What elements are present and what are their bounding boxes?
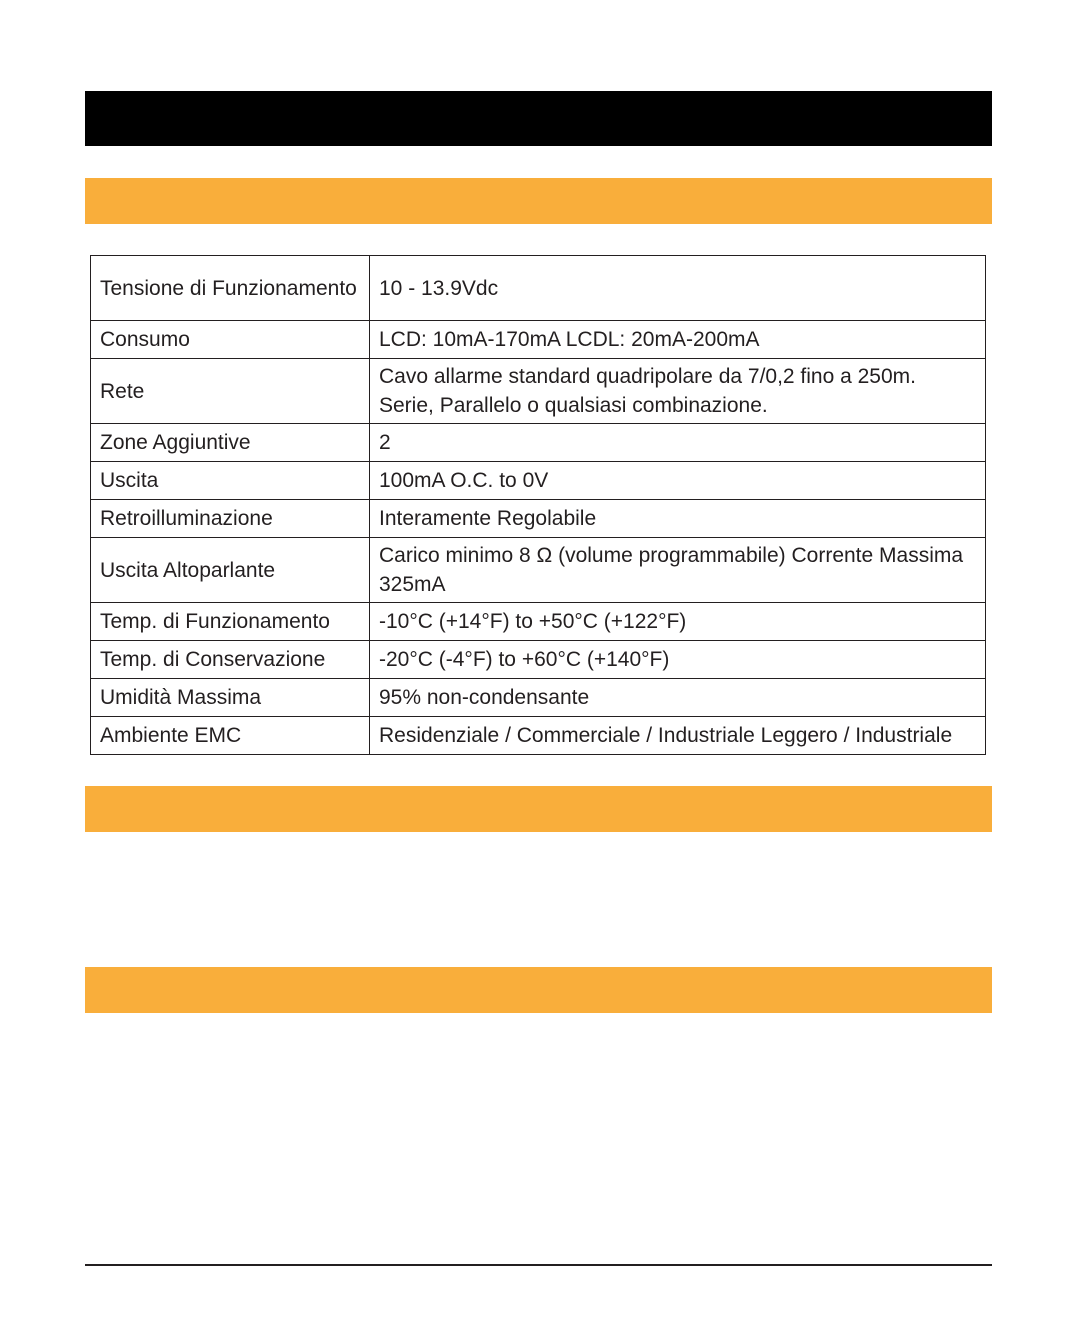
table-row xyxy=(91,679,986,717)
table-row xyxy=(91,462,986,500)
table-row xyxy=(91,321,986,359)
spec-label: Umidità Massima xyxy=(91,679,370,717)
spec-value: -10°C (+14°F) to +50°C (+122°F) xyxy=(370,603,986,641)
spec-value: 95% non-condensante xyxy=(370,679,986,717)
table-row xyxy=(91,603,986,641)
table-row xyxy=(91,424,986,462)
spec-value: Residenziale / Commerciale / Industriale Leggero / Industriale xyxy=(370,717,986,755)
spec-label: Rete xyxy=(91,359,370,424)
specifications-table xyxy=(90,255,986,755)
title-bar xyxy=(85,91,992,146)
table-row xyxy=(91,717,986,755)
table-row xyxy=(91,359,986,424)
spec-value: 2 xyxy=(370,424,986,462)
spec-label: Consumo xyxy=(91,321,370,359)
spec-value: -20°C (-4°F) to +60°C (+140°F) xyxy=(370,641,986,679)
spec-label: Ambiente EMC xyxy=(91,717,370,755)
spec-label: Retroilluminazione xyxy=(91,500,370,538)
spec-label: Temp. di Conservazione xyxy=(91,641,370,679)
spec-value: Cavo allarme standard quadripolare da 7/0,2 fino a 250m. Serie, Parallelo o qualsiasi combinazione. xyxy=(370,359,986,424)
spec-label: Uscita xyxy=(91,462,370,500)
table-row xyxy=(91,256,986,321)
table-row xyxy=(91,500,986,538)
spec-label: Tensione di Funzionamento xyxy=(91,256,370,321)
spec-label: Temp. di Funzionamento xyxy=(91,603,370,641)
spec-label: Zone Aggiuntive xyxy=(91,424,370,462)
footer-divider xyxy=(85,1264,992,1266)
section-header-bar-3 xyxy=(85,967,992,1013)
table-row xyxy=(91,538,986,603)
spec-value: Interamente Regolabile xyxy=(370,500,986,538)
spec-label: Uscita Altoparlante xyxy=(91,538,370,603)
spec-value: LCD: 10mA-170mA LCDL: 20mA-200mA xyxy=(370,321,986,359)
section-header-bar-1 xyxy=(85,178,992,224)
spec-value: Carico minimo 8 Ω (volume programmabile) Corrente Massima 325mA xyxy=(370,538,986,603)
section-header-bar-2 xyxy=(85,786,992,832)
spec-value: 100mA O.C. to 0V xyxy=(370,462,986,500)
table-row xyxy=(91,641,986,679)
spec-value: 10 - 13.9Vdc xyxy=(370,256,986,321)
